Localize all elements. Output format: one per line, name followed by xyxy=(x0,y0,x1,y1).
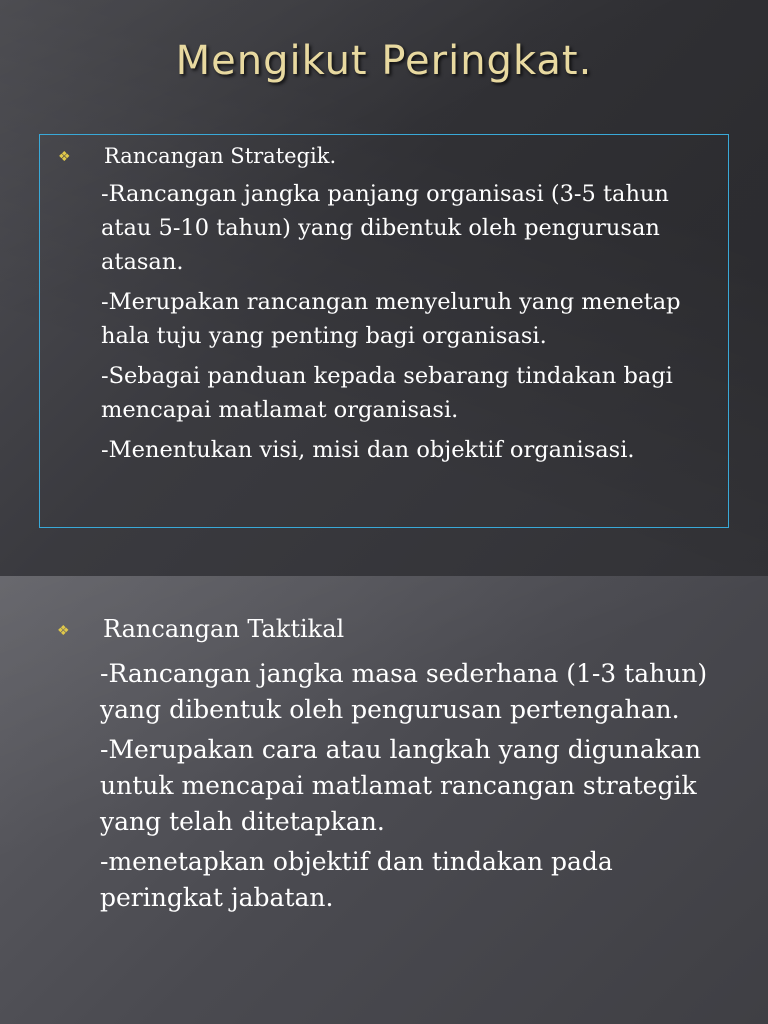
slide-title: Mengikut Peringkat. xyxy=(175,38,593,84)
bullet-heading-row xyxy=(57,614,344,646)
bullet-heading: Rancangan Taktikal xyxy=(103,615,345,643)
content-area xyxy=(39,606,729,1006)
bullet-heading-row xyxy=(58,143,336,170)
diamond-bullet-icon: ❖ xyxy=(58,149,71,165)
paragraph: -Sebagai panduan kepada sebarang tindakan bagi mencapai matlamat organisasi. xyxy=(101,363,673,423)
paragraph: -Menentukan visi, misi dan objektif organisasi. xyxy=(101,437,635,463)
bullet-heading: Rancangan Strategik. xyxy=(104,144,337,168)
paragraph: -Rancangan jangka panjang organisasi (3-5 tahun atau 5-10 tahun) yang dibentuk oleh pengurusan atasan. xyxy=(101,181,669,275)
paragraph-list xyxy=(100,656,720,920)
paragraph: -menetapkan objektif dan tindakan pada peringkat jabatan. xyxy=(100,847,613,912)
diamond-bullet-icon: ❖ xyxy=(57,623,70,639)
paragraph-list xyxy=(101,177,721,473)
paragraph: -Merupakan rancangan menyeluruh yang menetap hala tuju yang penting bagi organisasi. xyxy=(101,289,681,349)
content-placeholder-box xyxy=(39,134,729,528)
paragraph: -Rancangan jangka masa sederhana (1-3 tahun) yang dibentuk oleh pengurusan pertengahan. xyxy=(100,659,708,724)
paragraph: -Merupakan cara atau langkah yang digunakan untuk mencapai matlamat rancangan strategik yang telah ditetapkan. xyxy=(100,735,701,836)
slide-2 xyxy=(0,576,768,1024)
